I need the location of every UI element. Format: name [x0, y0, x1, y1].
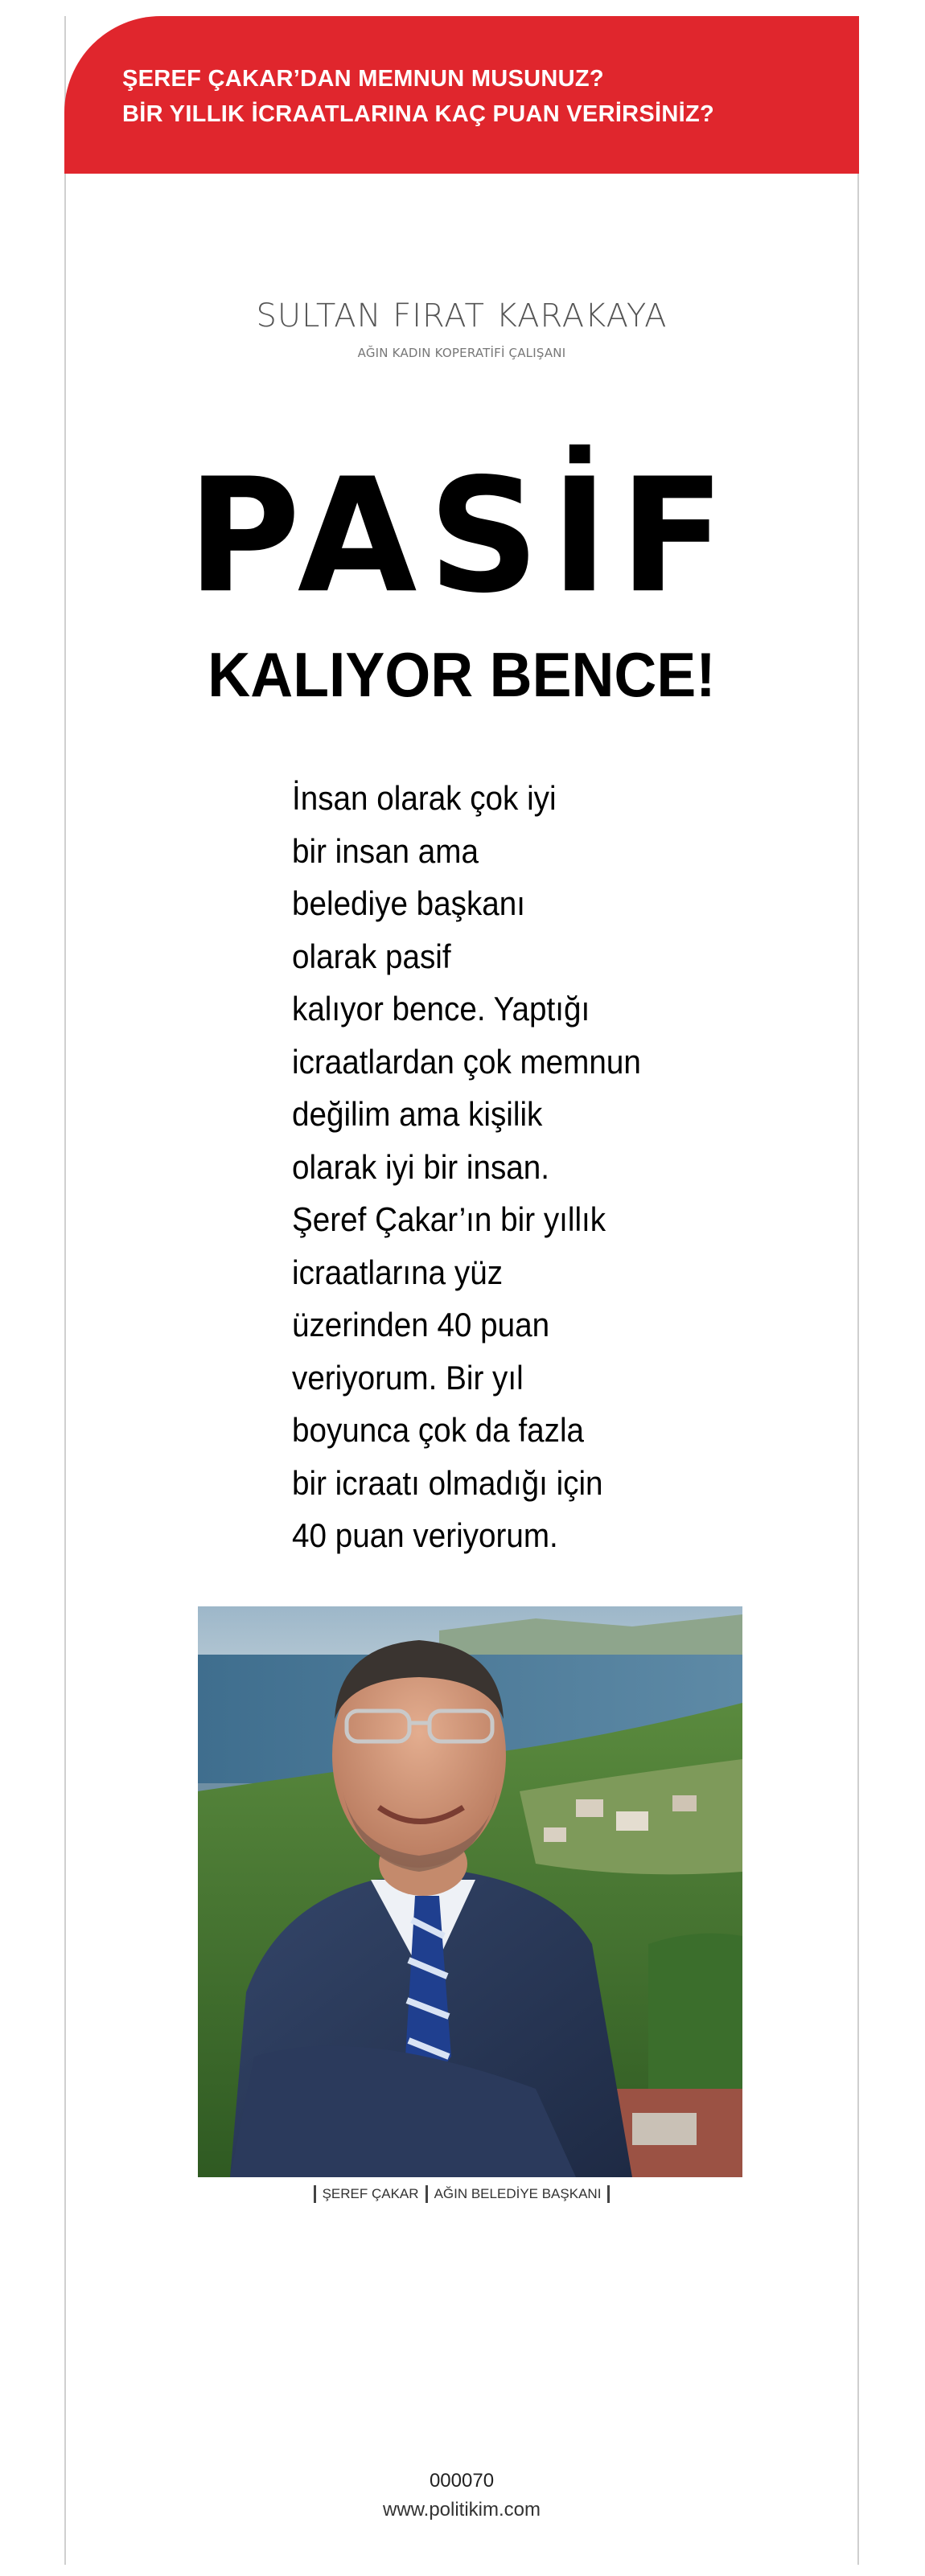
footer-code: 000070	[429, 2470, 495, 2492]
caption-title: AĞIN BELEDİYE BAŞKANI	[434, 2186, 602, 2201]
body-line: icraatlarına yüz	[292, 1253, 504, 1291]
footer-url: www.politikim.com	[382, 2499, 541, 2521]
body-line: veriyorum. Bir yıl	[292, 1358, 524, 1397]
header-question-line-2: BİR YILLIK İCRAATLARINA KAÇ PUAN VERİRSİNİZ?	[122, 101, 715, 127]
body-line: boyunca çok da fazla	[292, 1411, 585, 1449]
photo-caption	[64, 2185, 859, 2203]
caption-divider	[426, 2185, 428, 2203]
body-line: olarak pasif	[292, 937, 451, 975]
body-line: icraatlardan çok memnun	[292, 1042, 641, 1081]
headline-main: PASİF	[187, 445, 737, 629]
caption-name: ŞEREF ÇAKAR	[322, 2186, 419, 2201]
body-text	[292, 772, 742, 1562]
header-question-line-1: ŞEREF ÇAKAR’DAN MEMNUN MUSUNUZ?	[122, 66, 604, 92]
body-line: olarak iyi bir insan.	[292, 1147, 549, 1186]
body-line: değilim ama kişilik	[292, 1095, 543, 1133]
photo-house	[544, 1827, 566, 1842]
body-line: belediye başkanı	[292, 884, 526, 922]
photo-house	[616, 1811, 648, 1831]
photo-rooftops	[632, 2113, 697, 2145]
caption-divider	[607, 2185, 610, 2203]
header-banner	[64, 16, 859, 174]
body-line: bir insan ama	[292, 831, 479, 870]
photo-house	[576, 1799, 603, 1817]
caption-divider	[314, 2185, 316, 2203]
body-line: kalıyor bence. Yaptığı	[292, 990, 590, 1028]
author-name: SULTAN FIRAT KARAKAYA	[256, 297, 668, 334]
headline-sub: KALIYOR BENCE!	[208, 639, 716, 710]
portrait-photo	[198, 1606, 742, 2177]
body-line: bir icraatı olmadığı için	[292, 1463, 603, 1502]
body-line: üzerinden 40 puan	[292, 1306, 550, 1343]
photo-house	[672, 1795, 697, 1811]
body-line: İnsan olarak çok iyi	[292, 779, 557, 817]
body-line: 40 puan veriyorum.	[292, 1516, 558, 1554]
body-line: Şeref Çakar’ın bir yıllık	[292, 1200, 606, 1238]
photo-forest	[648, 1934, 742, 2105]
author-role: AĞIN KADIN KOPERATİFİ ÇALIŞANI	[357, 346, 566, 360]
